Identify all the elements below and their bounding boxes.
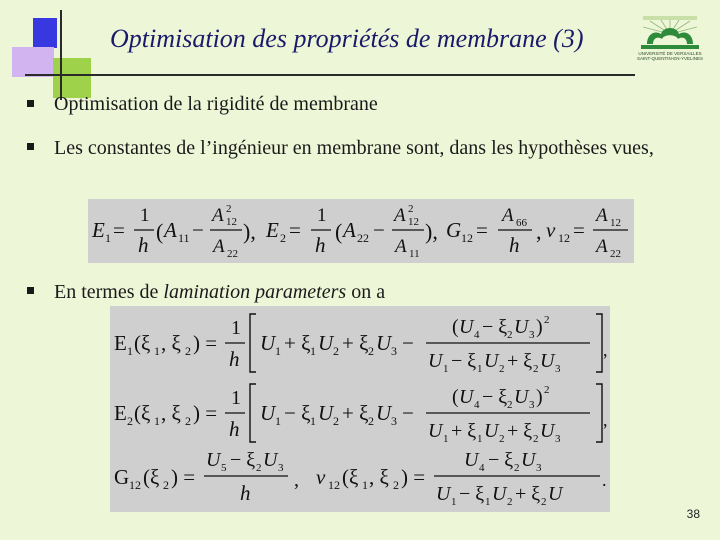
svg-text:U: U: [484, 350, 499, 372]
svg-text:+ ξ: + ξ: [342, 331, 369, 355]
svg-text:A: A: [164, 218, 177, 242]
svg-text:2: 2: [507, 329, 513, 341]
svg-text:1: 1: [310, 344, 316, 358]
svg-text:−: −: [402, 331, 414, 355]
svg-text:h: h: [138, 233, 149, 257]
formula-engineering-constants-image: [88, 199, 634, 263]
svg-text:) =: ) =: [193, 401, 218, 425]
svg-text:3: 3: [391, 414, 397, 428]
svg-text:U: U: [376, 401, 392, 425]
bullet-marker: [27, 287, 34, 294]
decor-square-blue: [33, 18, 57, 48]
svg-text:3: 3: [391, 344, 397, 358]
svg-text:3: 3: [529, 399, 535, 411]
svg-text:1: 1: [317, 205, 327, 226]
svg-text:22: 22: [227, 248, 238, 260]
svg-text:(: (: [452, 316, 459, 338]
svg-text:2: 2: [514, 462, 520, 474]
svg-text:, ξ: , ξ: [161, 331, 181, 355]
title-underline: [25, 74, 635, 76]
svg-text:3: 3: [536, 462, 542, 474]
svg-text:U: U: [206, 449, 221, 471]
svg-text:U: U: [514, 386, 529, 408]
logo-line-1: UNIVERSITÉ DE VERSAILLES: [638, 51, 702, 56]
svg-text:3: 3: [555, 433, 561, 445]
svg-text:3: 3: [278, 462, 284, 474]
svg-text:E: E: [114, 331, 127, 355]
svg-text:1: 1: [451, 496, 457, 508]
bullet-marker: [27, 143, 34, 150]
svg-text:(ξ: (ξ: [134, 331, 151, 355]
svg-text:, ξ: , ξ: [369, 465, 389, 489]
svg-text:1: 1: [154, 414, 160, 428]
svg-text:+ ξ: + ξ: [515, 483, 541, 505]
svg-text:=: =: [113, 218, 125, 242]
svg-text:(: (: [335, 219, 343, 244]
svg-text:1: 1: [485, 496, 491, 508]
svg-text:U: U: [521, 449, 536, 471]
formula-engineering-constants: [88, 199, 634, 263]
svg-text:2: 2: [499, 433, 505, 445]
svg-text:− ξ: − ξ: [482, 316, 508, 338]
svg-text:12: 12: [461, 231, 473, 245]
svg-text:=: =: [573, 218, 585, 242]
svg-text:U: U: [548, 483, 563, 505]
bullet-text-1: Optimisation de la rigidité de membrane: [54, 93, 378, 115]
svg-text:2: 2: [256, 462, 262, 474]
university-logo: [637, 14, 703, 62]
svg-text:22: 22: [357, 231, 369, 245]
svg-text:2: 2: [185, 414, 191, 428]
svg-text:U: U: [428, 350, 443, 372]
svg-text:,: ,: [536, 219, 542, 244]
svg-text:h: h: [229, 347, 240, 371]
svg-text:ν: ν: [546, 218, 556, 242]
svg-text:h: h: [229, 417, 240, 441]
svg-text:+ ξ: + ξ: [342, 401, 369, 425]
svg-text:1: 1: [362, 478, 368, 492]
svg-text:U: U: [260, 401, 276, 425]
svg-text:) =: ) =: [171, 465, 196, 489]
svg-text:4: 4: [479, 462, 485, 474]
svg-text:2: 2: [333, 344, 339, 358]
svg-text:E: E: [92, 218, 105, 242]
svg-text:− ξ: − ξ: [459, 483, 485, 505]
bullet-text-3-post: on a: [346, 281, 386, 303]
svg-text:) =: ) =: [193, 331, 218, 355]
svg-text:2: 2: [544, 384, 550, 396]
svg-text:1: 1: [154, 344, 160, 358]
svg-text:U: U: [484, 420, 499, 442]
svg-text:2: 2: [507, 399, 513, 411]
svg-text:2: 2: [127, 414, 133, 428]
svg-text:): ): [536, 386, 543, 408]
svg-text:,: ,: [603, 410, 608, 430]
svg-text:12: 12: [610, 217, 621, 229]
svg-text:2: 2: [533, 433, 539, 445]
svg-text:U: U: [263, 449, 278, 471]
svg-text:): ): [536, 316, 543, 338]
logo-emblem-icon: [637, 14, 703, 52]
svg-text:− ξ: − ξ: [482, 386, 508, 408]
svg-text:11: 11: [409, 248, 420, 260]
formula-lamination-parameters: [110, 306, 610, 512]
svg-text:22: 22: [610, 248, 621, 260]
svg-text:1: 1: [105, 231, 111, 245]
svg-text:E: E: [114, 401, 127, 425]
svg-text:3: 3: [529, 329, 535, 341]
svg-text:),: ),: [425, 219, 438, 244]
svg-text:=: =: [476, 218, 488, 242]
svg-text:(: (: [452, 386, 459, 408]
svg-text:1: 1: [443, 363, 449, 375]
svg-text:1: 1: [477, 433, 483, 445]
svg-text:(ξ: (ξ: [143, 465, 160, 489]
svg-text:) =: ) =: [401, 465, 426, 489]
svg-text:1: 1: [275, 414, 281, 428]
svg-text:12: 12: [558, 231, 570, 245]
svg-text:U: U: [540, 350, 555, 372]
svg-text:+ ξ: + ξ: [284, 331, 311, 355]
svg-text:4: 4: [474, 399, 480, 411]
svg-text:2: 2: [163, 478, 169, 492]
svg-text:U: U: [318, 401, 334, 425]
logo-line-2: SAINT-QUENTIN-EN-YVELINES: [637, 56, 704, 61]
svg-text:1: 1: [443, 433, 449, 445]
svg-text:h: h: [509, 233, 520, 257]
svg-text:2: 2: [533, 363, 539, 375]
svg-text:12: 12: [408, 216, 419, 228]
svg-text:11: 11: [178, 231, 190, 245]
bullet-text-2: Les constantes de l’ingénieur en membrane sont, dans les hypothèses vues,: [54, 137, 654, 159]
svg-text:2: 2: [541, 496, 547, 508]
svg-text:− ξ: − ξ: [451, 350, 477, 372]
svg-text:+ ξ: + ξ: [451, 420, 477, 442]
svg-text:A: A: [343, 218, 356, 242]
svg-text:A: A: [394, 205, 406, 226]
svg-text:U: U: [459, 386, 474, 408]
svg-text:−: −: [373, 218, 385, 242]
slide-title: Optimisation des propriétés de membrane (3): [110, 24, 584, 53]
svg-text:2: 2: [544, 314, 550, 326]
svg-text:),: ),: [243, 219, 256, 244]
svg-text:1: 1: [477, 363, 483, 375]
svg-text:, ξ: , ξ: [161, 401, 181, 425]
svg-text:− ξ: − ξ: [284, 401, 311, 425]
svg-text:.: .: [602, 470, 607, 490]
svg-text:−: −: [192, 218, 204, 242]
svg-text:A: A: [213, 236, 225, 257]
svg-text:2: 2: [280, 231, 286, 245]
svg-text:5: 5: [221, 462, 227, 474]
svg-text:1: 1: [140, 205, 150, 226]
svg-text:1: 1: [275, 344, 281, 358]
svg-text:+ ξ: + ξ: [507, 350, 533, 372]
svg-text:2: 2: [368, 414, 374, 428]
svg-text:66: 66: [516, 217, 527, 229]
svg-text:12: 12: [129, 478, 141, 492]
bullet-text-3-emphasis: lamination parameters: [163, 281, 347, 303]
svg-text:A: A: [502, 205, 514, 226]
decor-vertical-line: [60, 10, 62, 100]
svg-text:2: 2: [333, 414, 339, 428]
svg-text:(ξ: (ξ: [342, 465, 359, 489]
svg-text:2: 2: [368, 344, 374, 358]
svg-text:A: A: [395, 236, 407, 257]
svg-text:h: h: [315, 233, 326, 257]
svg-text:3: 3: [555, 363, 561, 375]
svg-text:(ξ: (ξ: [134, 401, 151, 425]
svg-text:h: h: [240, 481, 251, 505]
svg-text:2: 2: [393, 478, 399, 492]
svg-text:1: 1: [231, 387, 241, 409]
svg-text:U: U: [459, 316, 474, 338]
svg-text:=: =: [289, 218, 301, 242]
svg-text:1: 1: [231, 317, 241, 339]
svg-text:2: 2: [226, 203, 232, 215]
svg-text:U: U: [540, 420, 555, 442]
svg-text:U: U: [376, 331, 392, 355]
svg-text:A: A: [596, 205, 608, 226]
svg-text:−: −: [402, 401, 414, 425]
page-number: 38: [686, 507, 700, 521]
bullet-text-3: [54, 280, 694, 304]
svg-text:U: U: [492, 483, 507, 505]
svg-text:G: G: [114, 465, 130, 489]
svg-text:E: E: [266, 218, 279, 242]
bullet-text-3-pre: En termes de: [54, 281, 164, 303]
svg-text:− ξ: − ξ: [488, 449, 514, 471]
svg-text:,: ,: [294, 469, 299, 491]
svg-text:12: 12: [328, 478, 340, 492]
bullet-marker: [27, 100, 34, 107]
decor-square-lilac: [12, 47, 54, 77]
svg-text:2: 2: [408, 203, 414, 215]
svg-text:U: U: [464, 449, 479, 471]
svg-text:1: 1: [310, 414, 316, 428]
svg-text:2: 2: [499, 363, 505, 375]
svg-text:U: U: [318, 331, 334, 355]
svg-text:12: 12: [226, 216, 237, 228]
formula-lamination-parameters-image: [110, 306, 610, 512]
svg-text:− ξ: − ξ: [230, 449, 256, 471]
svg-text:ν: ν: [316, 465, 326, 489]
svg-text:1: 1: [127, 344, 133, 358]
svg-text:A: A: [596, 236, 608, 257]
svg-text:U: U: [436, 483, 451, 505]
svg-text:U: U: [428, 420, 443, 442]
svg-text:U: U: [514, 316, 529, 338]
svg-text:A: A: [212, 205, 224, 226]
svg-text:4: 4: [474, 329, 480, 341]
svg-text:U: U: [260, 331, 276, 355]
svg-text:G: G: [446, 218, 462, 242]
svg-text:,: ,: [603, 340, 608, 360]
svg-text:+ ξ: + ξ: [507, 420, 533, 442]
svg-text:(: (: [156, 219, 164, 244]
svg-text:2: 2: [185, 344, 191, 358]
svg-text:2: 2: [507, 496, 513, 508]
